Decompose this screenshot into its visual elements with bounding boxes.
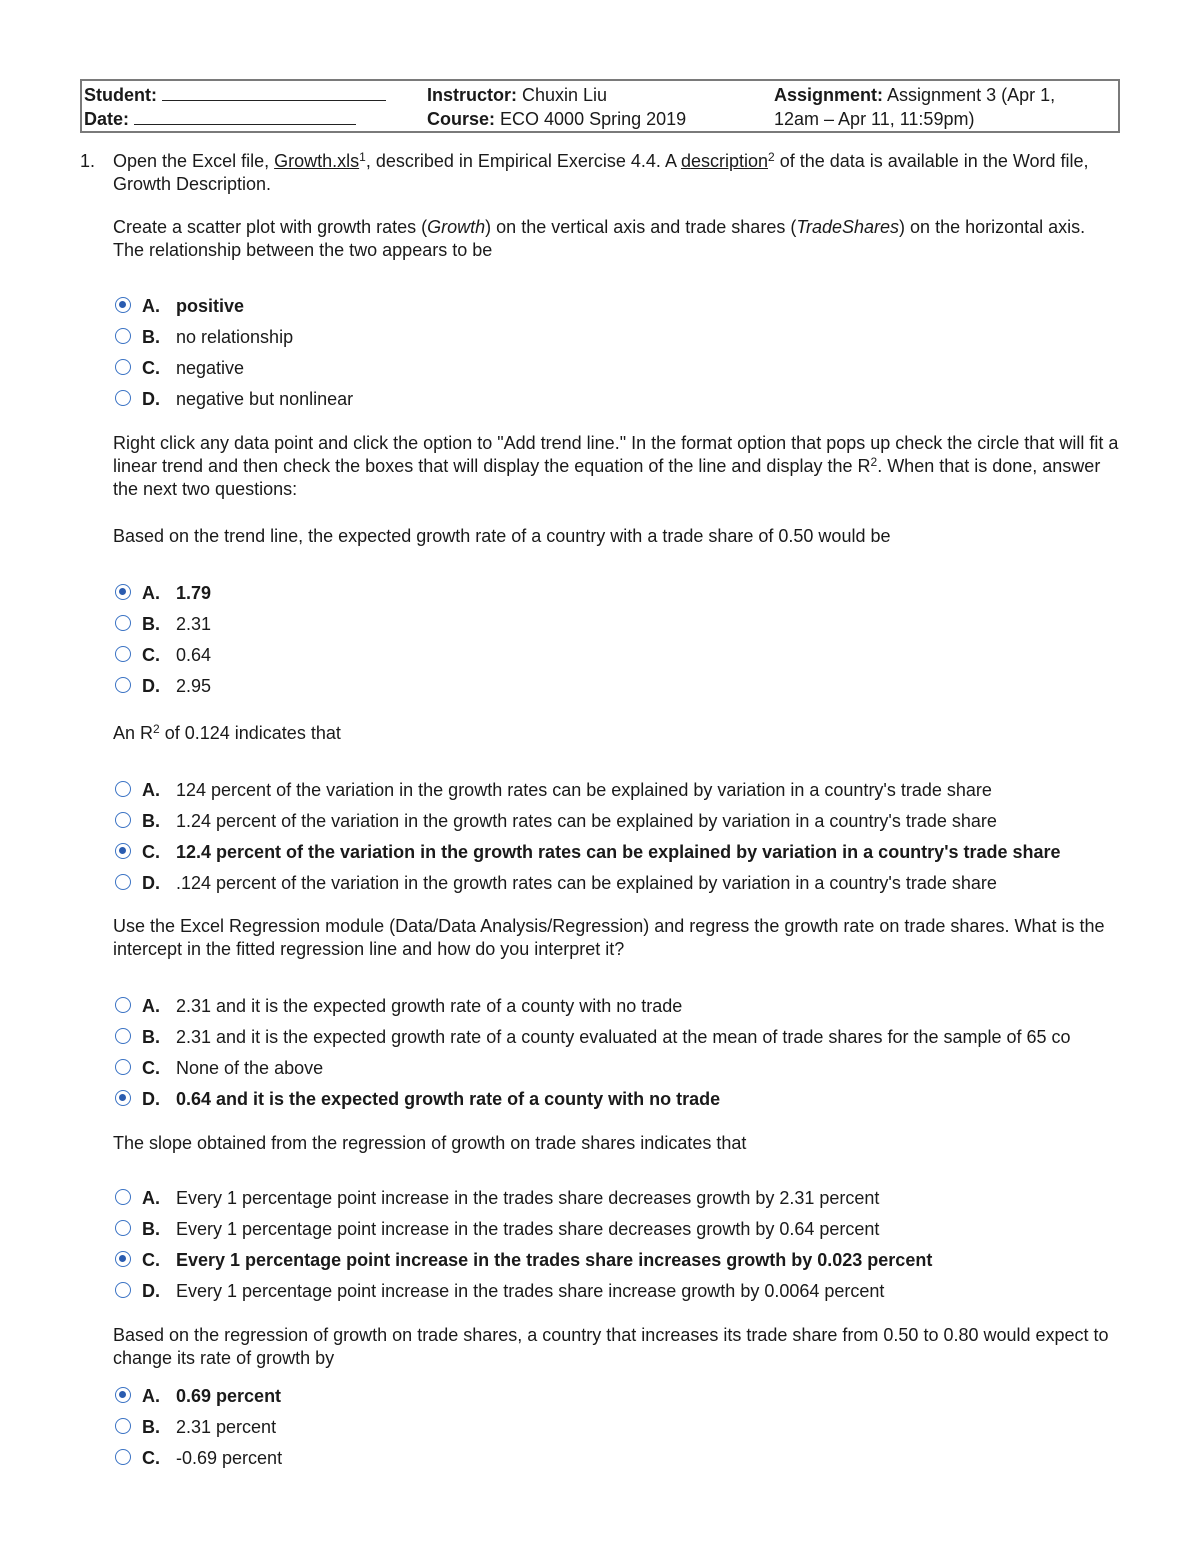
option-letter: D. xyxy=(142,1281,160,1301)
option-text: 0.64 and it is the expected growth rate of a county with no trade xyxy=(176,1089,721,1109)
radio-unselected-icon[interactable] xyxy=(115,390,131,406)
radio-unselected-icon[interactable] xyxy=(115,359,131,375)
radio-selected-icon[interactable] xyxy=(115,1090,131,1106)
radio-unselected-icon[interactable] xyxy=(115,781,131,797)
footnote-1: 1 xyxy=(359,150,366,164)
answer-option[interactable] xyxy=(113,1412,1123,1443)
option-letter: D. xyxy=(142,1089,160,1109)
answer-option[interactable] xyxy=(113,1214,1123,1245)
growth-file-link[interactable]: Growth.xls xyxy=(274,151,360,171)
option-text: 1.24 percent of the variation in the growth rates can be explained by variation in a country's trade share xyxy=(176,811,997,831)
assignment-label: Assignment: xyxy=(774,85,884,105)
option-text: .124 percent of the variation in the growth rates can be explained by variation in a country's trade share xyxy=(176,873,997,893)
answer-option[interactable] xyxy=(113,837,1123,868)
option-letter: B. xyxy=(142,1027,160,1047)
option-letter: C. xyxy=(142,842,160,862)
instructor-label: Instructor: xyxy=(427,85,517,105)
option-text: -0.69 percent xyxy=(176,1448,283,1468)
answer-option[interactable] xyxy=(113,1053,1123,1084)
radio-unselected-icon[interactable] xyxy=(115,1282,131,1298)
answer-option[interactable] xyxy=(113,1276,1123,1307)
intro-text: of the data is available in the Word file, Growth Description. xyxy=(113,151,1089,194)
answer-option[interactable] xyxy=(113,1245,1123,1276)
prompt-text: Create a scatter plot with growth rates ( xyxy=(113,217,428,237)
answer-option[interactable] xyxy=(113,384,1123,415)
student-label: Student: xyxy=(84,85,157,105)
intro-text: , described in Empirical Exercise 4.4. A xyxy=(365,151,681,171)
radio-unselected-icon[interactable] xyxy=(115,615,131,631)
option-text: Every 1 percentage point increase in the trades share increases growth by 0.023 percent xyxy=(176,1250,933,1270)
option-text: 2.95 xyxy=(176,676,212,696)
radio-unselected-icon[interactable] xyxy=(115,1220,131,1236)
course-label: Course: xyxy=(427,109,496,129)
instructions-text: Right click any data point and click the option to "Add trend line." In the format option that pops up check the circle that will fit a linear trend and then check the boxes that will display the equation of the line and display the R xyxy=(113,433,1119,476)
footnote-2: 2 xyxy=(768,150,775,164)
part2-prompt: Based on the trend line, the expected growth rate of a country with a trade share of 0.50 would be xyxy=(113,526,891,546)
option-letter: C. xyxy=(142,1058,160,1078)
radio-unselected-icon[interactable] xyxy=(115,1418,131,1434)
prompt-text: of 0.124 indicates that xyxy=(159,723,341,743)
radio-selected-icon[interactable] xyxy=(115,297,131,313)
superscript-2: 2 xyxy=(870,455,878,469)
answer-option[interactable] xyxy=(113,609,1123,640)
option-letter: B. xyxy=(142,1417,160,1437)
option-letter: D. xyxy=(142,389,160,409)
superscript-2: 2 xyxy=(153,722,160,736)
part1-prompt xyxy=(113,216,1119,262)
option-letter: A. xyxy=(142,996,160,1016)
instructions-text: . When that is done, answer the next two questions: xyxy=(113,456,1101,499)
radio-unselected-icon[interactable] xyxy=(115,812,131,828)
answer-option[interactable] xyxy=(113,1443,1123,1474)
option-text: 0.69 percent xyxy=(176,1386,282,1406)
option-letter: B. xyxy=(142,1219,160,1239)
assignment-header xyxy=(80,79,1120,133)
option-text: 1.79 xyxy=(176,583,212,603)
option-letter: C. xyxy=(142,1250,160,1270)
radio-unselected-icon[interactable] xyxy=(115,328,131,344)
answer-option[interactable] xyxy=(113,1381,1123,1412)
radio-unselected-icon[interactable] xyxy=(115,677,131,693)
option-letter: A. xyxy=(142,583,160,603)
option-text: 2.31 percent xyxy=(176,1417,277,1437)
option-letter: B. xyxy=(142,811,160,831)
answer-option[interactable] xyxy=(113,1084,1123,1115)
radio-selected-icon[interactable] xyxy=(115,584,131,600)
question-intro xyxy=(113,150,1119,196)
option-letter: D. xyxy=(142,676,160,696)
option-letter: A. xyxy=(142,296,160,316)
radio-selected-icon[interactable] xyxy=(115,843,131,859)
answer-option[interactable] xyxy=(113,322,1123,353)
option-letter: C. xyxy=(142,358,160,378)
option-letter: B. xyxy=(142,327,160,347)
answer-option[interactable] xyxy=(113,1183,1123,1214)
prompt-text: An R xyxy=(113,723,154,743)
answer-option[interactable] xyxy=(113,868,1123,899)
option-text: 124 percent of the variation in the growth rates can be explained by variation in a country's trade share xyxy=(176,780,992,800)
radio-unselected-icon[interactable] xyxy=(115,997,131,1013)
part4-prompt: Use the Excel Regression module (Data/Data Analysis/Regression) and regress the growth rate on trade shares. What is the intercept in the fitted regression line and how do you interpret it? xyxy=(113,916,1105,959)
radio-unselected-icon[interactable] xyxy=(115,1059,131,1075)
option-text: 2.31 xyxy=(176,614,212,634)
option-letter: C. xyxy=(142,1448,160,1468)
date-label: Date: xyxy=(84,109,130,129)
option-text: Every 1 percentage point increase in the trades share decreases growth by 2.31 percent xyxy=(176,1188,880,1208)
option-text: no relationship xyxy=(176,327,294,347)
growth-variable: Growth xyxy=(427,217,486,237)
prompt-text: ) on the horizontal axis. The relationship between the two appears to be xyxy=(113,217,1086,260)
option-letter: B. xyxy=(142,614,160,634)
course-value: ECO 4000 Spring 2019 xyxy=(500,109,687,129)
answer-option[interactable] xyxy=(113,1022,1123,1053)
radio-unselected-icon[interactable] xyxy=(115,646,131,662)
assignment-value-line1: Assignment 3 (Apr 1, xyxy=(887,85,1056,105)
date-blank xyxy=(134,108,356,125)
option-letter: A. xyxy=(142,780,160,800)
prompt-text: ) on the vertical axis and trade shares ( xyxy=(485,217,797,237)
option-text: None of the above xyxy=(176,1058,324,1078)
answer-option[interactable] xyxy=(113,578,1123,609)
answer-option[interactable] xyxy=(113,991,1123,1022)
radio-unselected-icon[interactable] xyxy=(115,874,131,890)
radio-unselected-icon[interactable] xyxy=(115,1028,131,1044)
answer-option[interactable] xyxy=(113,353,1123,384)
student-date-cell xyxy=(84,83,386,131)
tradeshares-variable: TradeShares xyxy=(796,217,900,237)
answer-option[interactable] xyxy=(113,640,1123,671)
instructor-course-cell xyxy=(427,83,686,131)
option-text: 2.31 and it is the expected growth rate of a county with no trade xyxy=(176,996,683,1016)
intro-text: Open the Excel file, xyxy=(113,151,275,171)
radio-selected-icon[interactable] xyxy=(115,1251,131,1267)
description-link[interactable]: description xyxy=(680,151,768,171)
trend-line-instructions xyxy=(113,432,1119,501)
option-letter: A. xyxy=(142,1188,160,1208)
option-text: 2.31 and it is the expected growth rate of a county evaluated at the mean of trade shares for the sample of 65 co xyxy=(176,1027,1071,1047)
answer-option[interactable] xyxy=(113,671,1123,702)
assignment-value-line2: 12am – Apr 11, 11:59pm) xyxy=(774,109,975,129)
option-letter: C. xyxy=(142,645,160,665)
student-blank xyxy=(162,84,386,101)
option-letter: A. xyxy=(142,1386,160,1406)
part3-prompt xyxy=(113,722,1119,745)
answer-option[interactable] xyxy=(113,806,1123,837)
option-text: Every 1 percentage point increase in the trades share increase growth by 0.0064 percent xyxy=(176,1281,885,1301)
answer-option[interactable] xyxy=(113,291,1123,322)
question-number: 1. xyxy=(80,151,96,171)
assignment-cell xyxy=(774,83,1055,131)
option-letter: D. xyxy=(142,873,160,893)
answer-option[interactable] xyxy=(113,775,1123,806)
option-text: positive xyxy=(176,296,245,316)
option-text: 0.64 xyxy=(176,645,212,665)
radio-selected-icon[interactable] xyxy=(115,1387,131,1403)
radio-unselected-icon[interactable] xyxy=(115,1449,131,1465)
option-text: 12.4 percent of the variation in the growth rates can be explained by variation in a country's trade share xyxy=(176,842,1061,862)
part6-prompt: Based on the regression of growth on trade shares, a country that increases its trade share from 0.50 to 0.80 would expect to change its rate of growth by xyxy=(113,1325,1109,1368)
part5-prompt: The slope obtained from the regression of growth on trade shares indicates that xyxy=(113,1133,747,1153)
option-text: Every 1 percentage point increase in the trades share decreases growth by 0.64 percent xyxy=(176,1219,880,1239)
instructor-value: Chuxin Liu xyxy=(522,85,608,105)
option-text: negative xyxy=(176,358,245,378)
radio-unselected-icon[interactable] xyxy=(115,1189,131,1205)
option-text: negative but nonlinear xyxy=(176,389,354,409)
